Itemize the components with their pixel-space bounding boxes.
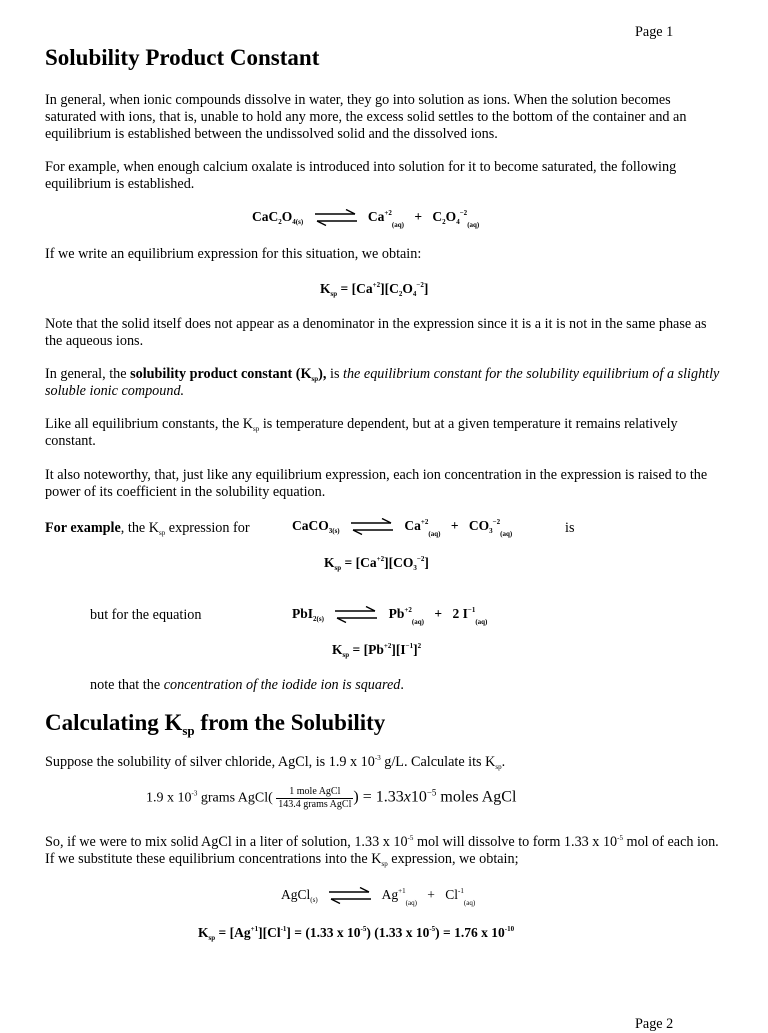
paragraph-solid-note: Note that the solid itself does not appear as a denominator in the expression since it is a it is not in the same phase as the aqueous ions. xyxy=(45,316,707,349)
equilibrium-arrows-icon xyxy=(333,606,379,624)
paragraph-definition: In general, the solubility product constant $(K_{sp})$, is the equilibrium constant for the solubility equilibrium of a slightly soluble ionic compound. xyxy=(45,366,720,399)
equation-lead-iodide: PbI$_{2(s)}$ $Pb^{+2}_{(aq)} + 2$ $I^{-1}_{(aq)}$ xyxy=(292,606,488,626)
paragraph-intro: In general, when ionic compounds dissolve in water, they go into solution as ions. When the solution becomes saturated with ions, that is, unable to hold any more, the excess solid settles to the bottom of the container and an equilibrium is established between the undissolved solid and the dissolved ions. xyxy=(45,92,687,142)
paragraph-temperature: Like all equilibrium constants, the $K_{sp}$ is temperature dependent, but at a given temperature it remains relatively constant. xyxy=(45,416,678,449)
iodide-note: note that the concentration of the iodide ion is squared. xyxy=(90,677,404,693)
calculation-moles: 1.9 x $10^{-3}$ grams AgCl( $\frac{\text{1 mole AgCl}}{\text{143.4 grams AgCl}}$ ) = $1.33x10^{-5}$ moles AgCl xyxy=(146,786,517,810)
ksp-final-calculation: $K_{sp} = [Ag^{+1}][Cl^{-1}] = (1.33$ x $10^{-5}$) (1.33 x $10^{-5}) = 1.76$ x $10^{-10}$ xyxy=(198,925,515,942)
equilibrium-arrows-icon xyxy=(349,518,395,536)
equation-silver-chloride: AgCl$_{(s)}$ $Ag^{+1}_{(aq)} + Cl^{-1}_{(aq)}$ xyxy=(281,887,476,907)
conversion-fraction: $\frac{\text{1 mole AgCl}}{\text{143.4 grams AgCl}}$ xyxy=(278,786,352,810)
page-number-footer: Page 2 xyxy=(635,1016,674,1032)
ksp-expression-oxalate: $K_{sp} = [Ca^{+2}][C_2O_4^{-2}]$ xyxy=(320,281,429,298)
page-number-header: Page 1 xyxy=(635,24,674,40)
paragraph-example-oxalate: For example, when enough calcium oxalate is introduced into solution for it to become saturated, the following equilibrium is established. xyxy=(45,159,677,192)
ksp-expression-lead-iodide: $K_{sp} = [Pb^{+2}][I^{-1}]^2$ xyxy=(332,642,422,659)
ksp-expression-carbonate: $K_{sp} = [Ca^{+2}][CO_3^{-2}]$ xyxy=(324,555,429,572)
equation-calcium-carbonate: CaCO$_{3(s)}$ $Ca^{+2}_{(aq)} + CO_3^{-2}_{(aq)}$ xyxy=(292,518,513,538)
paragraph-silver-chloride: Suppose the solubility of silver chloride, AgCl, is 1.9 x $10^{-3}$ g/L. Calculate its $K_{sp}$. xyxy=(45,754,506,771)
but-label: but for the equation xyxy=(90,607,202,623)
paragraph-coefficient: It also noteworthy, that, just like any equilibrium expression, each ion concentration in the expression is raised to the power of its coefficient in the solubility equation. xyxy=(45,467,708,500)
equation-calcium-oxalate: $CaC_2O_{4(s)}$ $Ca^{+2}_{(aq)} + C_2O_4^{-2}_{(aq)}$ xyxy=(252,209,480,229)
page-title: Solubility Product Constant xyxy=(45,45,320,70)
example-is-label: is xyxy=(565,520,575,536)
equilibrium-arrows-icon xyxy=(313,209,359,227)
example-label: For example, the $K_{sp}$ expression for xyxy=(45,520,250,537)
equilibrium-arrows-icon xyxy=(327,887,373,905)
paragraph-substitution: So, if we were to mix solid AgCl in a liter of solution, 1.33 x $10^{-5}$ mol will dissolve to form 1.33 x $10^{-5}$ mol of each ion. If we substitute these equilibrium concentrations into the $K_{sp}$ expression, we obtain; xyxy=(45,834,719,868)
paragraph-expression-intro: If we write an equilibrium expression for this situation, we obtain: xyxy=(45,246,422,262)
section-heading-calculating: Calculating $K_{sp}$ from the Solubility xyxy=(45,710,386,738)
